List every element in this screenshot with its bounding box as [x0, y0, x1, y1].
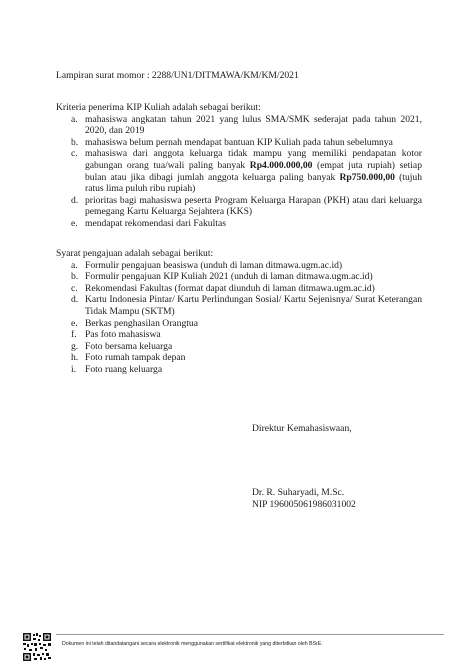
list-marker: e. [71, 217, 78, 229]
list-item-text: mahasiswa belum pernah mendapat bantuan KIP Kuliah pada tahun sebelumnya [85, 136, 393, 148]
list-item [56, 283, 422, 295]
footer-e-signature-note: Dokumen ini telah ditandatangani secara elektronik menggunakan sertifikat elektronik yang diterbitkan oleh BSrE. [62, 641, 323, 647]
list-item-text: Foto rumah tampak depan [85, 352, 186, 364]
list-item-text: Formulir pengajuan beasiswa (unduh di laman ditmawa.ugm.ac.id) [85, 259, 343, 271]
list-marker: c. [71, 282, 78, 294]
list-item [56, 260, 422, 272]
list-item-text: Berkas penghasilan Orangtua [85, 317, 198, 329]
requirements-section [56, 248, 422, 376]
list-item-text: Kartu Indonesia Pintar/ Kartu Perlindungan Sosial/ Kartu Sejenisnya/ Surat Keterangan Tidak Mampu (SKTM) [85, 294, 422, 317]
income-limit-total: Rp4.000.000,00 [249, 159, 313, 171]
list-item-text: mendapat rekomendasi dari Fakultas [85, 217, 226, 229]
list-item [56, 341, 422, 353]
list-item-text: mahasiswa angkatan tahun 2021 yang lulus SMA/SMK sederajat pada tahun 2021, 2020, dan 2019 [85, 113, 422, 137]
list-marker: e. [71, 317, 78, 329]
signatory-position: Direktur Kemahasiswaan, [252, 423, 352, 434]
list-marker: h. [71, 352, 79, 364]
list-item [56, 137, 422, 149]
list-item [56, 364, 422, 376]
list-item [56, 148, 422, 194]
list-marker: g. [71, 340, 79, 352]
list-marker: d. [71, 294, 79, 306]
signatory-block [252, 487, 356, 511]
requirements-list [56, 260, 422, 376]
list-item-text: (empat juta rupiah) setiap bulan atau jika dibagi jumlah anggota keluarga paling banyak [85, 159, 422, 183]
list-marker: a. [71, 259, 78, 271]
signatory-nip: NIP 196005061986031002 [252, 499, 356, 510]
list-marker: c. [71, 148, 78, 160]
list-marker: b. [71, 271, 79, 283]
list-item [56, 218, 422, 230]
list-marker: a. [71, 113, 78, 125]
criteria-list [56, 114, 422, 230]
list-marker: i. [71, 363, 77, 375]
list-marker: b. [71, 136, 79, 148]
attachment-reference: Lampiran surat momor : 2288/UN1/DITMAWA/KM/KM/2021 [56, 70, 299, 81]
income-limit-per-member: Rp750.000,00 [339, 171, 395, 183]
list-item-text: prioritas bagi mahasiswa peserta Program Keluarga Harapan (PKH) atau dari keluarga pemegang Kartu Keluarga Sejahtera (KKS) [85, 194, 422, 218]
list-item [56, 318, 422, 330]
list-item-text: Pas foto mahasiswa [85, 329, 161, 341]
list-item-text: Formulir pengajuan KIP Kuliah 2021 (unduh di laman ditmawa.ugm.ac.id) [85, 271, 373, 283]
list-item [56, 114, 422, 137]
criteria-section [56, 102, 422, 230]
signatory-name: Dr. R. Suharyadi, M.Sc. [252, 487, 345, 498]
requirements-intro: Syarat pengajuan adalah sebagai berikut: [56, 248, 214, 259]
list-marker: d. [71, 194, 79, 206]
list-item [56, 329, 422, 341]
list-item [56, 195, 422, 218]
list-item-text: Foto bersama keluarga [85, 340, 173, 352]
list-item-text: Rekomendasi Fakultas (format dapat diunduh di laman ditmawa.ugm.ac.id) [85, 282, 375, 294]
list-item [56, 352, 422, 364]
list-item [56, 271, 422, 283]
list-item-text: (tujuh ratus lima puluh ribu rupiah) [85, 171, 422, 195]
list-item-text: mahasiswa dari anggota keluarga tidak mampu yang memiliki pendapatan kotor gabungan orang tua/wali paling banyak [85, 148, 422, 171]
criteria-intro: Kriteria penerima KIP Kuliah adalah sebagai berikut: [56, 102, 261, 113]
list-item-text: Foto ruang keluarga [85, 363, 163, 375]
footer-divider [56, 634, 444, 635]
list-item [56, 294, 422, 317]
qr-code-icon [22, 632, 52, 662]
list-marker: f. [71, 329, 77, 341]
